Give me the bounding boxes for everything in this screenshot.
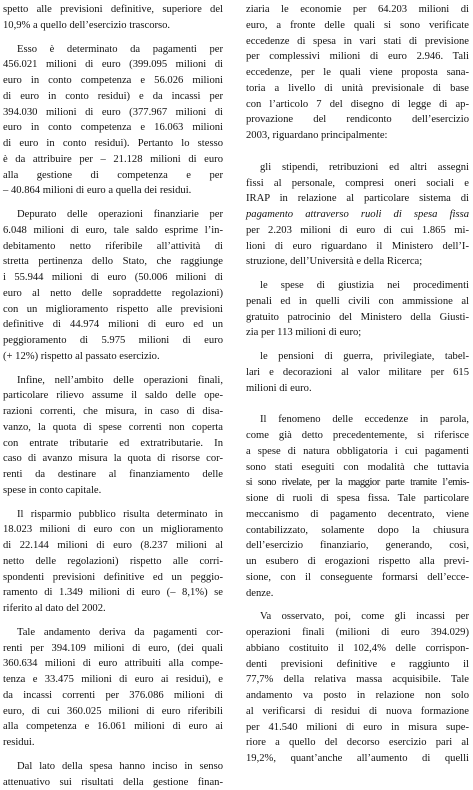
text-line: razioni correnti, che misura, in caso di disa- [3, 404, 223, 420]
text-line: Dal lato della spesa hanno inciso in senso [3, 759, 223, 775]
text-line: renti per 394.109 milioni di euro, (dei quali [3, 641, 223, 657]
text-line: spondenti previsioni definitive ed un peggio- [3, 570, 223, 586]
paragraph [3, 625, 223, 751]
paragraph [246, 609, 469, 767]
text-line: pagamento attraverso ruoli di spesa fissa [246, 207, 469, 223]
text-line: 2003, riguardano principalmente: [246, 128, 469, 144]
text-line: stretta pertinenza dello Stato, che raggiunge [3, 254, 223, 270]
text-line: attenuativo sui risultati della gestione finan- [3, 775, 223, 790]
text-line: dell’esercizio finanziario, generando, così, [246, 538, 469, 554]
text-line: eccedenze di spesa in vari stati di previsione [246, 34, 469, 50]
text-line: euro, a fronte delle quali si sono verificate [246, 18, 469, 34]
text-line: da incassi correnti per 376.086 milioni di [3, 688, 223, 704]
text-line: spese in conto capitale. [3, 483, 223, 499]
text-line: euro, di cui 360.025 milioni di euro riferibili [3, 704, 223, 720]
text-line: di 22.144 milioni di euro (8.237 milioni al [3, 538, 223, 554]
text-line: toria a livello di unità previsionale di base [246, 81, 469, 97]
text-line: renti da destinare al finanziamento delle [3, 467, 223, 483]
text-line: lari e decorazioni al valor militare per 615 [246, 365, 469, 381]
text-line: di euro in conto residui) e da incassi per [3, 89, 223, 105]
text-line: residui. [3, 735, 223, 751]
text-line: ziaria le economie per 64.203 milioni di [246, 2, 469, 18]
text-line: 77,7% della relativa massa acquisibile. Tale [246, 672, 469, 688]
text-line: definitive di 44.974 milioni di euro ed un [3, 317, 223, 333]
text-line: vanzo, la quota di spese correnti non coperta [3, 420, 223, 436]
text-line: Depurato delle operazioni finanziarie per [3, 207, 223, 223]
text-line: euro in conto competenza e 16.063 milioni [3, 120, 223, 136]
text-line: lioni di euro riguardano il Ministero dell’I- [246, 239, 469, 255]
text-line: debitamento netto riferibile all’attività di [3, 239, 223, 255]
text-line: alla gestione di competenza e per [3, 168, 223, 184]
paragraph [3, 373, 223, 499]
text-line: con l’articolo 7 del disegno di legge di ap- [246, 97, 469, 113]
text-line: 394.030 milioni di euro (377.967 milioni di [3, 105, 223, 121]
text-line: zia per 113 milioni di euro; [246, 325, 469, 341]
paragraph [3, 507, 223, 617]
text-line: euro in conto competenza e 56.026 milioni [3, 73, 223, 89]
text-line: eccedenze, per le quali viene proposta sana- [246, 65, 469, 81]
text-line: alla competenza e 16.061 milioni di euro ai [3, 719, 223, 735]
list-item [246, 349, 469, 396]
text-line: è da attribuire per – 21.128 milioni di euro [3, 152, 223, 168]
text-line: abbiano costituito il 102,4% delle corrispon- [246, 641, 469, 657]
text-line: un esubero di erogazioni rispetto alla previ- [246, 554, 469, 570]
paragraph [246, 2, 469, 144]
left-column [3, 2, 223, 790]
text-line: Tale andamento deriva da pagamenti cor- [3, 625, 223, 641]
text-line: provazione del rendiconto dell’esercizio [246, 112, 469, 128]
text-line: sione, con il conseguente formarsi dell’ecce- [246, 570, 469, 586]
text-line: si sono rivelate, per la maggior parte tramite l’emis- [246, 475, 469, 491]
text-line: struzione, dell’Università e della Ricerca; [246, 254, 469, 270]
text-line: Infine, nell’ambito delle operazioni finali, [3, 373, 223, 389]
text-line: Il risparmio pubblico risulta determinato in [3, 507, 223, 523]
paragraph [3, 759, 223, 790]
text-line: gratuito patrocinio del Ministero della Giusti- [246, 310, 469, 326]
text-line: Esso è determinato da pagamenti per [3, 42, 223, 58]
text-line: riore a quello del decorso esercizio pari al [246, 735, 469, 751]
text-line: caso di avanzo misura la quota di risorse cor- [3, 451, 223, 467]
text-line: 10,9% a quello dell’esercizio trascorso. [3, 18, 223, 34]
text-line: Va osservato, poi, come gli incassi per [246, 609, 469, 625]
paragraph [3, 42, 223, 200]
text-line: per complessivi milioni di euro 2.946. Tali [246, 49, 469, 65]
text-line: Il fenomeno delle eccedenze in parola, [246, 412, 469, 428]
paragraph [246, 412, 469, 601]
text-line: 456.021 milioni di euro (399.095 milioni di [3, 57, 223, 73]
text-line: – 40.864 milioni di euro a quella dei residui. [3, 183, 223, 199]
text-line: i 55.944 milioni di euro (50.006 milioni di [3, 270, 223, 286]
text-line: come già detto precedentemente, si riferisce [246, 428, 469, 444]
paragraph [3, 207, 223, 365]
text-line: meccanismo di pagamento decentrato, viene [246, 507, 469, 523]
text-line: riferito al dato del 2002. [3, 601, 223, 617]
text-line: tenza e 33.475 milioni di euro ai residui), e [3, 672, 223, 688]
text-line: penali ed in quelli civili con ammissione al [246, 294, 469, 310]
text-line: di euro in conto residui). Pertanto lo stesso [3, 136, 223, 152]
text-line: contabilizzato, solamente dopo la chiusura [246, 523, 469, 539]
text-line: con un miglioramento rispetto alle previsioni [3, 302, 223, 318]
text-line: operazioni finali (milioni di euro 394.029) [246, 625, 469, 641]
text-line: 6.048 milioni di euro, tale saldo esprime l’in- [3, 223, 223, 239]
text-line: per 2.203 milioni di euro di cui 1.865 mi- [246, 223, 469, 239]
text-line: le spese di giustizia nei procedimenti [246, 278, 469, 294]
text-line: andamento va posto in relazione non solo [246, 688, 469, 704]
text-line: al verificarsi di residui di nuova formazione [246, 704, 469, 720]
text-line: con entrate tributarie ed extratributarie. In [3, 436, 223, 452]
text-line: particolare rilievo assume il saldo delle ope- [3, 388, 223, 404]
text-line: a spese di natura obbligatoria i cui pagamenti [246, 444, 469, 460]
text-line: sione di ruoli di spesa fissa. Tale particolare [246, 491, 469, 507]
text-line: fissi al personale, compresi oneri sociali e [246, 176, 469, 192]
text-line: spetto alle previsioni definitive, superiore del [3, 2, 223, 18]
paragraph [3, 2, 223, 34]
text-line: peggioramento di 5.975 milioni di euro [3, 333, 223, 349]
text-line: netto delle regolazioni) rispetto alle corri- [3, 554, 223, 570]
text-line: euro al netto delle sopraddette regolazioni) [3, 286, 223, 302]
text-line: 360.634 milioni di euro attribuiti alla compe- [3, 656, 223, 672]
text-line: sono stati eseguiti con modalità che tuttavia [246, 460, 469, 476]
list-item [246, 278, 469, 341]
text-line: gli stipendi, retribuzioni ed altri assegni [246, 160, 469, 176]
right-column [246, 2, 469, 767]
text-line: denze. [246, 586, 469, 602]
text-line: 19,2%, quant’anche all’aumento di quelli [246, 751, 469, 767]
text-line: ramento di 1.349 milioni di euro (– 8,1%) se [3, 585, 223, 601]
text-line: IRAP in relazione al particolare sistema di [246, 191, 469, 207]
text-line: per 41.540 milioni di euro in misura supe- [246, 720, 469, 736]
text-line: 18.023 milioni di euro con un miglioramento [3, 522, 223, 538]
text-line: le pensioni di guerra, privilegiate, tabel- [246, 349, 469, 365]
text-line: milioni di euro. [246, 381, 469, 397]
list-item [246, 160, 469, 270]
text-line: (+ 12%) rispetto al passato esercizio. [3, 349, 223, 365]
text-line: denti previsioni definitive e raggiunto il [246, 657, 469, 673]
